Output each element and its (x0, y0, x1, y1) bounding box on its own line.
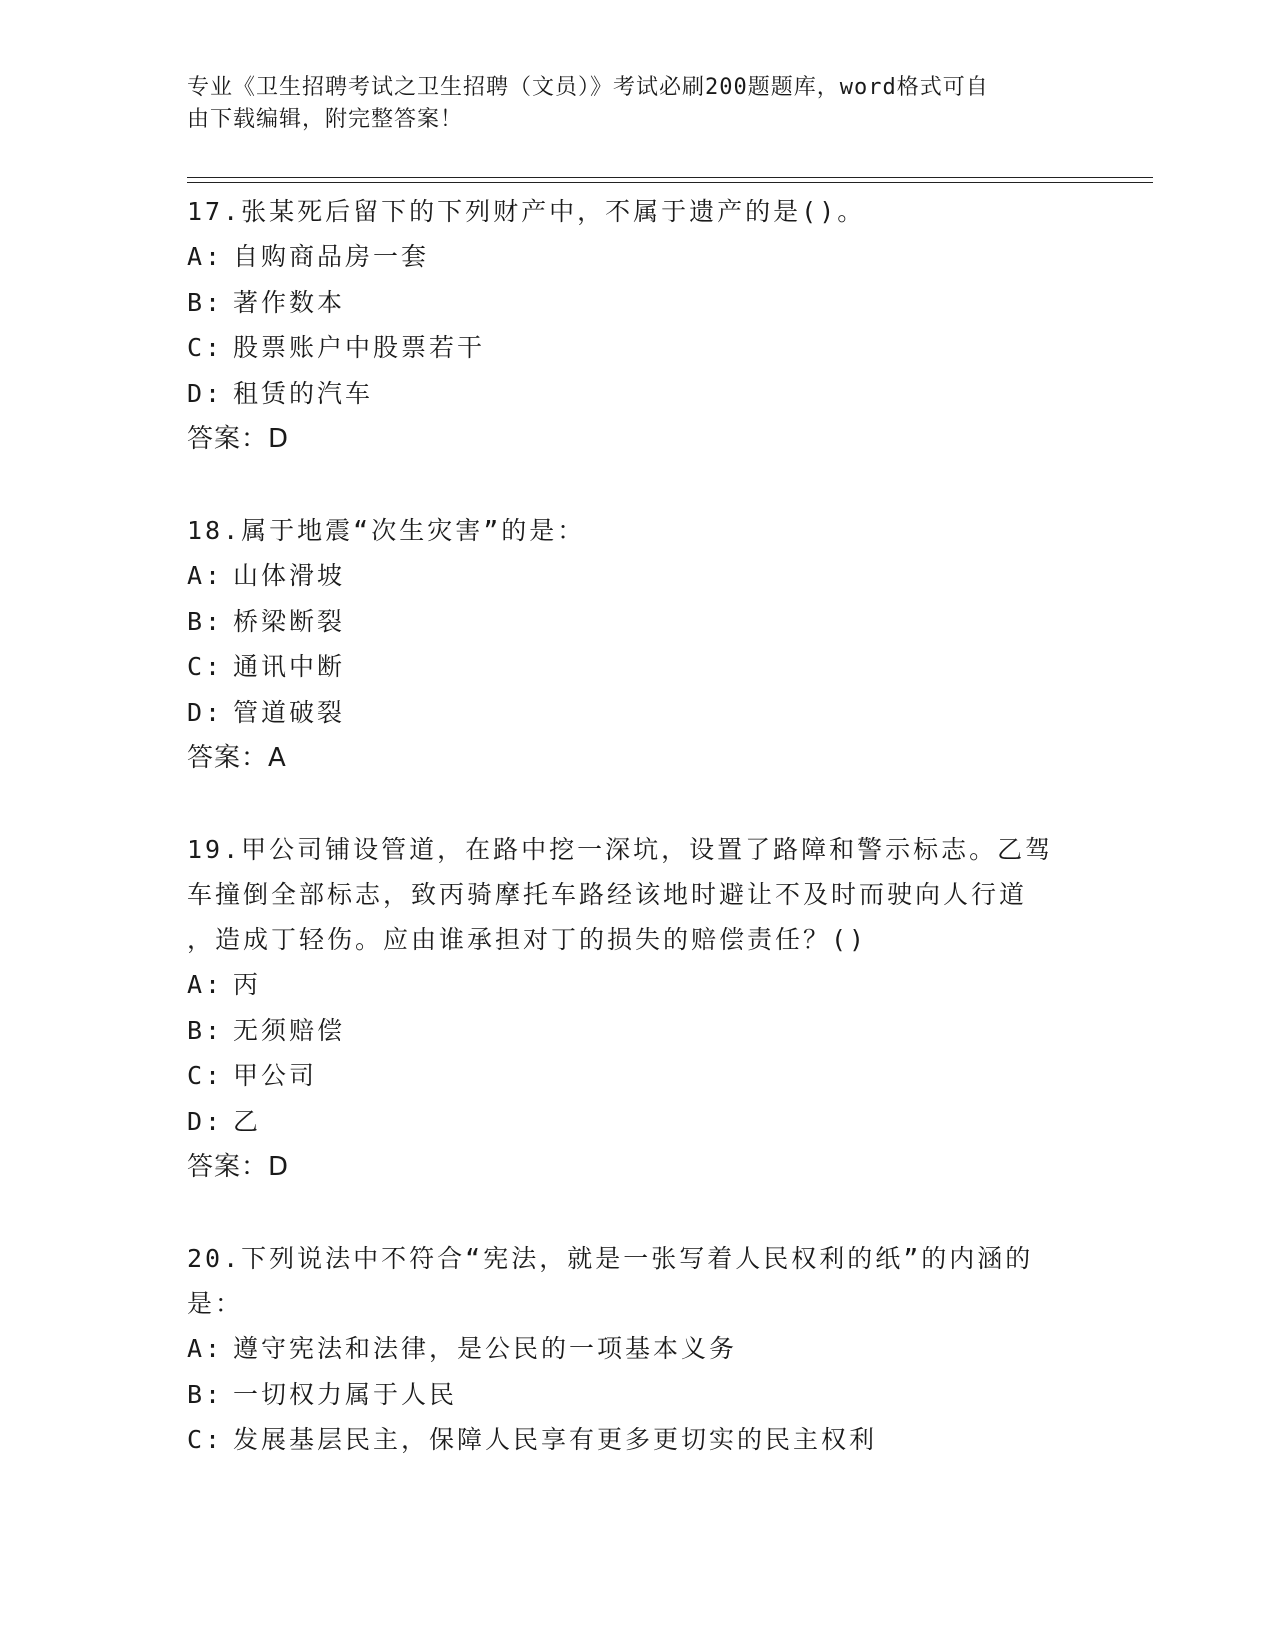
question-text-line-3: ，造成丁轻伤。应由谁承担对丁的损失的赔偿责任？() (187, 925, 868, 954)
option-b (187, 599, 1087, 645)
question-text-line-1: 20.下列说法中不符合“宪法，就是一张写着人民权利的纸”的内涵的 (187, 1244, 1034, 1273)
option-c (187, 1417, 1087, 1463)
option-text: 股票账户中股票若干 (233, 333, 486, 362)
option-c (187, 644, 1087, 690)
question-19 (187, 827, 1087, 1190)
document-header (187, 72, 1067, 136)
option-d (187, 1099, 1087, 1145)
answer-label: 答案：D (187, 1152, 290, 1182)
option-key: B: (187, 287, 224, 317)
question-text-line-1: 19.甲公司铺设管道，在路中挖一深坑，设置了路障和警示标志。乙驾 (187, 835, 1054, 864)
option-key: A: (187, 970, 224, 999)
header-line-2: 由下载编辑，附完整答案！ (187, 107, 464, 132)
option-a (187, 962, 1087, 1008)
option-text: 管道破裂 (233, 697, 346, 727)
option-key: D: (187, 1106, 224, 1136)
header-divider-top (187, 177, 1153, 178)
option-text: 山体滑坡 (233, 561, 346, 590)
option-a (187, 1326, 1087, 1372)
option-b (187, 1008, 1087, 1054)
option-key: D: (187, 378, 224, 408)
option-key: A: (187, 1334, 224, 1363)
question-20 (187, 1236, 1087, 1463)
option-text: 丙 (233, 970, 262, 999)
option-d (187, 690, 1087, 736)
option-text: 著作数本 (233, 287, 346, 317)
answer-label: 答案：A (187, 743, 287, 773)
option-text: 桥梁断裂 (233, 606, 346, 636)
question-list (187, 189, 1087, 1509)
option-key: C: (187, 333, 224, 362)
option-text: 无须赔偿 (233, 1015, 346, 1045)
option-text: 遵守宪法和法律，是公民的一项基本义务 (233, 1334, 738, 1363)
option-d (187, 371, 1087, 417)
question-text-line-2: 车撞倒全部标志，致丙骑摩托车路经该地时避让不及时而驶向人行道 (187, 880, 1028, 909)
option-c (187, 325, 1087, 371)
option-text: 乙 (233, 1106, 262, 1136)
header-line-1: 专业《卫生招聘考试之卫生招聘（文员）》考试必刷200题题库，word格式可自 (187, 75, 989, 100)
option-a (187, 553, 1087, 599)
option-text: 甲公司 (233, 1061, 318, 1090)
option-text: 自购商品房一套 (233, 242, 430, 271)
question-text-line-2: 是： (187, 1289, 244, 1318)
option-key: A: (187, 242, 224, 271)
option-key: C: (187, 652, 224, 681)
question-17 (187, 189, 1087, 462)
option-key: B: (187, 606, 224, 636)
option-text: 通讯中断 (233, 652, 346, 681)
answer-label: 答案：D (187, 424, 290, 454)
header-divider-bottom (187, 182, 1153, 183)
option-key: D: (187, 697, 224, 727)
option-text: 发展基层民主，保障人民享有更多更切实的民主权利 (233, 1425, 878, 1454)
option-b (187, 280, 1087, 326)
question-text: 18.属于地震“次生灾害”的是： (187, 516, 586, 545)
option-key: B: (187, 1015, 224, 1045)
question-18 (187, 508, 1087, 781)
option-c (187, 1053, 1087, 1099)
option-text: 一切权力属于人民 (233, 1379, 458, 1409)
option-a (187, 234, 1087, 280)
option-b (187, 1372, 1087, 1418)
option-key: B: (187, 1379, 224, 1409)
option-key: C: (187, 1425, 224, 1454)
option-key: A: (187, 561, 224, 590)
option-key: C: (187, 1061, 224, 1090)
option-text: 租赁的汽车 (233, 378, 374, 408)
question-text: 17.张某死后留下的下列财产中，不属于遗产的是()。 (187, 197, 866, 226)
